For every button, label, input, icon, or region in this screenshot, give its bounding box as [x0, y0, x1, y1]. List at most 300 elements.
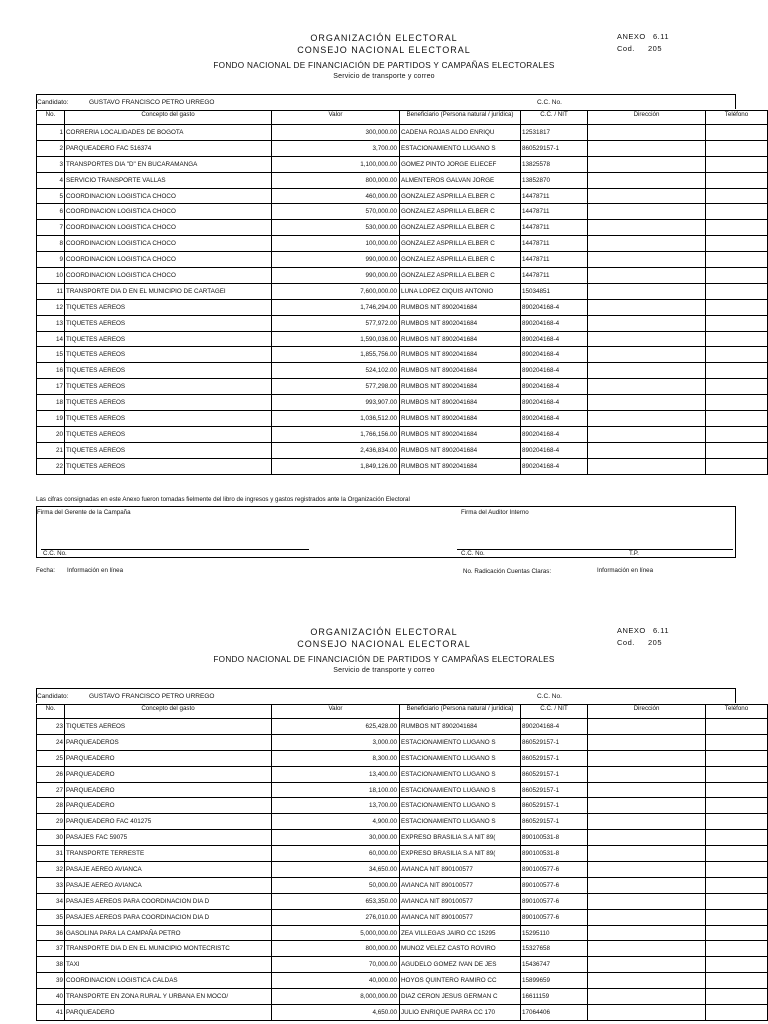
table-row — [37, 379, 768, 395]
fund-title: FONDO NACIONAL DE FINANCIACIÓN DE PARTIDOS Y CAMPAÑAS ELECTORALES — [213, 61, 555, 70]
row-direccion — [588, 125, 706, 141]
table-row — [37, 252, 768, 268]
row-nit: 890204168-4 — [521, 347, 588, 363]
row-concepto: PARQUEADERO — [65, 782, 272, 798]
row-nit: 14478711 — [521, 220, 588, 236]
row-valor: 1,849,126.00 — [272, 458, 400, 474]
row-direccion — [588, 909, 706, 925]
row-number: 34 — [37, 893, 65, 909]
row-concepto: TIQUETES AEREOS — [65, 363, 272, 379]
row-number: 24 — [37, 734, 65, 750]
col-beneficiario: Beneficiario (Persona natural / jurídica) — [400, 705, 521, 719]
row-number: 13 — [37, 315, 65, 331]
row-nit: 890204168-4 — [521, 395, 588, 411]
row-number: 16 — [37, 363, 65, 379]
row-beneficiario: EXPRESO BRASILIA S.A NIT 89( — [400, 846, 521, 862]
candidate-name: GUSTAVO FRANCISCO PETRO URREGO — [89, 99, 215, 106]
row-number: 39 — [37, 973, 65, 989]
fecha-value: Información en línea — [67, 567, 124, 574]
row-beneficiario: AVIANCA NIT 890100577 — [400, 877, 521, 893]
cc-left-label: C.C. No. — [43, 550, 67, 557]
row-telefono — [706, 957, 768, 973]
row-nit: 15436747 — [521, 957, 588, 973]
row-nit: 13825578 — [521, 156, 588, 172]
row-direccion — [588, 830, 706, 846]
row-number: 7 — [37, 220, 65, 236]
row-telefono — [706, 719, 768, 735]
row-beneficiario: GONZALEZ ASPRILLA ELBER C — [400, 236, 521, 252]
row-direccion — [588, 941, 706, 957]
row-direccion — [588, 426, 706, 442]
section-title: Servicio de transporte y correo — [333, 73, 435, 80]
row-valor: 13,400.00 — [272, 766, 400, 782]
row-number: 11 — [37, 283, 65, 299]
row-direccion — [588, 814, 706, 830]
row-nit: 890100577-6 — [521, 877, 588, 893]
row-telefono — [706, 172, 768, 188]
row-nit: 860529157-1 — [521, 798, 588, 814]
col-no: No. — [37, 705, 65, 719]
row-direccion — [588, 411, 706, 427]
row-telefono — [706, 315, 768, 331]
row-telefono — [706, 395, 768, 411]
row-valor: 993,907.00 — [272, 395, 400, 411]
row-direccion — [588, 188, 706, 204]
col-nit: C.C. / NIT — [521, 111, 588, 125]
candidate-label: Candidato: — [37, 99, 69, 106]
org-title: ORGANIZACIÓN ELECTORAL — [310, 627, 458, 637]
row-nit: 890204168-4 — [521, 299, 588, 315]
row-telefono — [706, 458, 768, 474]
row-nit: 890204168-4 — [521, 315, 588, 331]
row-beneficiario: RUMBOS NIT 8902041684 — [400, 315, 521, 331]
row-nit: 890204168-4 — [521, 331, 588, 347]
row-beneficiario: RUMBOS NIT 8902041684 — [400, 395, 521, 411]
row-beneficiario: ESTACIONAMIENTO LUGANO S — [400, 750, 521, 766]
row-beneficiario: ESTACIONAMIENTO LUGANO S — [400, 814, 521, 830]
row-nit: 12531817 — [521, 125, 588, 141]
candidate-cc-label: C.C. No. — [537, 693, 562, 700]
row-number: 8 — [37, 236, 65, 252]
table-row — [37, 719, 768, 735]
row-telefono — [706, 1005, 768, 1021]
row-beneficiario: RUMBOS NIT 8902041684 — [400, 379, 521, 395]
row-nit: 14478711 — [521, 252, 588, 268]
row-telefono — [706, 862, 768, 878]
row-direccion — [588, 268, 706, 284]
row-nit: 890100531-8 — [521, 846, 588, 862]
row-number: 12 — [37, 299, 65, 315]
row-valor: 1,590,036.00 — [272, 331, 400, 347]
row-concepto: CORRERIA LOCALIDADES DE BOGOTA — [65, 125, 272, 141]
candidate-row — [36, 688, 736, 703]
row-concepto: TRANSPORTE EN ZONA RURAL Y URBANA EN MOCO/ — [65, 989, 272, 1005]
row-valor: 1,100,000.00 — [272, 156, 400, 172]
row-concepto: PASAJES AEREOS PARA COORDINACION DIA D — [65, 909, 272, 925]
row-valor: 70,000.00 — [272, 957, 400, 973]
row-telefono — [706, 426, 768, 442]
fund-title: FONDO NACIONAL DE FINANCIACIÓN DE PARTIDOS Y CAMPAÑAS ELECTORALES — [213, 655, 555, 664]
row-nit: 15899659 — [521, 973, 588, 989]
candidate-label: Candidato: — [37, 693, 69, 700]
row-beneficiario: GONZALEZ ASPRILLA ELBER C — [400, 220, 521, 236]
row-valor: 4,900.00 — [272, 814, 400, 830]
row-number: 27 — [37, 782, 65, 798]
row-concepto: COORDINACION LOGISTICA CHOCO — [65, 188, 272, 204]
row-beneficiario: RUMBOS NIT 8902041684 — [400, 411, 521, 427]
row-telefono — [706, 252, 768, 268]
row-direccion — [588, 989, 706, 1005]
table-row — [37, 315, 768, 331]
col-valor: Valor — [272, 705, 400, 719]
row-valor: 100,000.00 — [272, 236, 400, 252]
tp-label: T.P. — [629, 550, 639, 557]
row-beneficiario: RUMBOS NIT 8902041684 — [400, 426, 521, 442]
row-valor: 13,700.00 — [272, 798, 400, 814]
row-beneficiario: GONZALEZ ASPRILLA ELBER C — [400, 188, 521, 204]
row-direccion — [588, 877, 706, 893]
row-telefono — [706, 893, 768, 909]
row-valor: 530,000.00 — [272, 220, 400, 236]
row-number: 38 — [37, 957, 65, 973]
row-beneficiario: CADENA ROJAS ALDO ENRIQU — [400, 125, 521, 141]
row-nit: 890204168-4 — [521, 379, 588, 395]
row-nit: 860529157-1 — [521, 734, 588, 750]
col-concepto: Concepto del gasto — [65, 111, 272, 125]
row-direccion — [588, 395, 706, 411]
row-valor: 60,000.00 — [272, 846, 400, 862]
table-row — [37, 766, 768, 782]
row-telefono — [706, 411, 768, 427]
row-valor: 1,766,156.00 — [272, 426, 400, 442]
row-nit: 860529157-1 — [521, 766, 588, 782]
row-nit: 860529157-1 — [521, 814, 588, 830]
row-number: 35 — [37, 909, 65, 925]
row-concepto: TRANSPORTE DIA D EN EL MUNICIPIO MONTECRISTC — [65, 941, 272, 957]
table-row — [37, 299, 768, 315]
row-valor: 30,000.00 — [272, 830, 400, 846]
row-beneficiario: RUMBOS NIT 8902041684 — [400, 299, 521, 315]
radicacion-label: No. Radicación Cuentas Claras: — [463, 568, 552, 575]
row-direccion — [588, 973, 706, 989]
row-beneficiario: MUNOZ VELEZ CASTO ROVIRO — [400, 941, 521, 957]
row-valor: 5,000,000.00 — [272, 925, 400, 941]
row-concepto: PARQUEADERO — [65, 750, 272, 766]
table-row — [37, 925, 768, 941]
row-telefono — [706, 363, 768, 379]
table-row — [37, 395, 768, 411]
row-telefono — [706, 846, 768, 862]
row-direccion — [588, 925, 706, 941]
row-beneficiario: RUMBOS NIT 8902041684 — [400, 719, 521, 735]
row-valor: 625,428.00 — [272, 719, 400, 735]
row-valor: 7,600,000.00 — [272, 283, 400, 299]
row-telefono — [706, 766, 768, 782]
row-telefono — [706, 442, 768, 458]
table-row — [37, 830, 768, 846]
row-nit: 890204168-4 — [521, 442, 588, 458]
row-telefono — [706, 909, 768, 925]
row-nit: 860529157-1 — [521, 782, 588, 798]
row-concepto: PASAJE AEREO AVIANCA — [65, 877, 272, 893]
row-nit: 890100577-6 — [521, 893, 588, 909]
signature-line-left — [41, 549, 309, 550]
row-beneficiario: AVIANCA NIT 890100577 — [400, 893, 521, 909]
row-beneficiario: GOMEZ PINTO JORGE ELIECEF — [400, 156, 521, 172]
table-row — [37, 363, 768, 379]
row-concepto: COORDINACION LOGISTICA CALDAS — [65, 973, 272, 989]
row-concepto: PARQUEADERO FAC 401275 — [65, 814, 272, 830]
radicacion-value: Información en línea — [597, 567, 654, 574]
table-row — [37, 941, 768, 957]
row-direccion — [588, 236, 706, 252]
col-direccion: Dirección — [588, 705, 706, 719]
table-row — [37, 204, 768, 220]
row-concepto: COORDINACION LOGISTICA CHOCO — [65, 252, 272, 268]
table-row — [37, 188, 768, 204]
cc-right-label: C.C. No. — [461, 550, 485, 557]
col-concepto: Concepto del gasto — [65, 705, 272, 719]
row-telefono — [706, 941, 768, 957]
row-telefono — [706, 188, 768, 204]
row-concepto: TIQUETES AEREOS — [65, 299, 272, 315]
col-valor: Valor — [272, 111, 400, 125]
row-nit: 890100531-8 — [521, 830, 588, 846]
row-direccion — [588, 331, 706, 347]
row-beneficiario: GONZALEZ ASPRILLA ELBER C — [400, 204, 521, 220]
table-row — [37, 458, 768, 474]
table-row — [37, 1005, 768, 1021]
row-nit: 13852870 — [521, 172, 588, 188]
row-nit: 890100577-6 — [521, 862, 588, 878]
row-valor: 300,000.00 — [272, 125, 400, 141]
row-concepto: TIQUETES AEREOS — [65, 719, 272, 735]
row-telefono — [706, 299, 768, 315]
row-valor: 2,436,834.00 — [272, 442, 400, 458]
row-concepto: TRANSPORTE DIA D EN EL MUNICIPIO DE CARTAGEI — [65, 283, 272, 299]
row-telefono — [706, 925, 768, 941]
row-beneficiario: GONZALEZ ASPRILLA ELBER C — [400, 268, 521, 284]
row-concepto: GASOLINA PARA LA CAMPAÑA PETRO — [65, 925, 272, 941]
table-row — [37, 347, 768, 363]
row-concepto: TIQUETES AEREOS — [65, 411, 272, 427]
table-row — [37, 125, 768, 141]
row-beneficiario: HOYOS QUINTERO RAMIRO CC — [400, 973, 521, 989]
row-valor: 653,350.00 — [272, 893, 400, 909]
row-number: 30 — [37, 830, 65, 846]
fecha-label: Fecha: — [36, 567, 55, 574]
row-direccion — [588, 379, 706, 395]
row-direccion — [588, 299, 706, 315]
row-valor: 34,650.00 — [272, 862, 400, 878]
row-telefono — [706, 989, 768, 1005]
row-number: 20 — [37, 426, 65, 442]
row-concepto: COORDINACION LOGISTICA CHOCO — [65, 220, 272, 236]
row-number: 40 — [37, 989, 65, 1005]
row-direccion — [588, 719, 706, 735]
row-beneficiario: JULIO ENRIQUE PARRA CC 170 — [400, 1005, 521, 1021]
row-number: 31 — [37, 846, 65, 862]
row-valor: 990,000.00 — [272, 268, 400, 284]
row-direccion — [588, 442, 706, 458]
row-direccion — [588, 315, 706, 331]
row-valor: 50,000.00 — [272, 877, 400, 893]
table-row — [37, 782, 768, 798]
row-nit: 14478711 — [521, 236, 588, 252]
table-row — [37, 973, 768, 989]
row-valor: 276,010.00 — [272, 909, 400, 925]
row-concepto: PASAJE AEREO AVIANCA — [65, 862, 272, 878]
row-valor: 577,298.00 — [272, 379, 400, 395]
row-direccion — [588, 204, 706, 220]
row-direccion — [588, 782, 706, 798]
candidate-cc-label: C.C. No. — [537, 99, 562, 106]
row-nit: 15327658 — [521, 941, 588, 957]
row-number: 2 — [37, 140, 65, 156]
row-number: 4 — [37, 172, 65, 188]
row-concepto: COORDINACION LOGISTICA CHOCO — [65, 268, 272, 284]
row-valor: 1,855,756.00 — [272, 347, 400, 363]
table-row — [37, 140, 768, 156]
table-row — [37, 909, 768, 925]
candidate-name: GUSTAVO FRANCISCO PETRO URREGO — [89, 693, 215, 700]
row-beneficiario: RUMBOS NIT 8902041684 — [400, 363, 521, 379]
row-number: 22 — [37, 458, 65, 474]
candidate-row — [36, 94, 736, 109]
row-beneficiario: RUMBOS NIT 8902041684 — [400, 331, 521, 347]
table-row — [37, 862, 768, 878]
row-beneficiario: ESTACIONAMIENTO LUGANO S — [400, 798, 521, 814]
row-number: 23 — [37, 719, 65, 735]
row-telefono — [706, 798, 768, 814]
row-number: 37 — [37, 941, 65, 957]
row-beneficiario: DIAZ CERON JESUS GERMAN C — [400, 989, 521, 1005]
row-number: 28 — [37, 798, 65, 814]
row-beneficiario: ESTACIONAMIENTO LUGANO S — [400, 734, 521, 750]
row-number: 14 — [37, 331, 65, 347]
council-title: CONSEJO NACIONAL ELECTORAL — [297, 45, 471, 55]
table-row — [37, 957, 768, 973]
expense-table-page-1 — [36, 110, 768, 475]
row-telefono — [706, 750, 768, 766]
row-direccion — [588, 750, 706, 766]
row-telefono — [706, 877, 768, 893]
footer-note: Las cifras consignadas en este Anexo fueron tomadas fielmente del libro de ingresos y gastos registrados ante la Organización Electoral — [36, 496, 410, 503]
row-valor: 460,000.00 — [272, 188, 400, 204]
row-beneficiario: ESTACIONAMIENTO LUGANO S — [400, 766, 521, 782]
row-number: 17 — [37, 379, 65, 395]
row-concepto: PARQUEADERO — [65, 766, 272, 782]
table-row — [37, 846, 768, 862]
council-title: CONSEJO NACIONAL ELECTORAL — [297, 639, 471, 649]
row-beneficiario: AVIANCA NIT 890100577 — [400, 909, 521, 925]
cod-label: Cod. 205 — [617, 638, 663, 647]
row-number: 10 — [37, 268, 65, 284]
row-concepto: TIQUETES AEREOS — [65, 395, 272, 411]
section-title: Servicio de transporte y correo — [333, 667, 435, 674]
row-beneficiario: GONZALEZ ASPRILLA ELBER C — [400, 252, 521, 268]
row-direccion — [588, 220, 706, 236]
table-row — [37, 331, 768, 347]
row-nit: 890100577-6 — [521, 909, 588, 925]
row-nit: 17064406 — [521, 1005, 588, 1021]
row-concepto: PASAJES FAC 59075 — [65, 830, 272, 846]
row-valor: 8,300.00 — [272, 750, 400, 766]
row-valor: 3,700.00 — [272, 140, 400, 156]
row-concepto: TIQUETES AEREOS — [65, 331, 272, 347]
row-number: 3 — [37, 156, 65, 172]
col-telefono: Teléfono — [706, 705, 768, 719]
row-beneficiario: ALMENTEROS GALVAN JORGE — [400, 172, 521, 188]
row-telefono — [706, 220, 768, 236]
row-beneficiario: AVIANCA NIT 890100577 — [400, 862, 521, 878]
row-concepto: SERVICIO TRANSPORTE VALLAS — [65, 172, 272, 188]
row-concepto: COORDINACION LOGISTICA CHOCO — [65, 236, 272, 252]
row-nit: 890204168-4 — [521, 411, 588, 427]
row-concepto: TIQUETES AEREOS — [65, 426, 272, 442]
row-nit: 890204168-4 — [521, 426, 588, 442]
row-telefono — [706, 830, 768, 846]
row-beneficiario: ESTACIONAMIENTO LUGANO S — [400, 140, 521, 156]
col-telefono: Teléfono — [706, 111, 768, 125]
row-telefono — [706, 125, 768, 141]
row-nit: 890204168-4 — [521, 458, 588, 474]
row-beneficiario: EXPRESO BRASILIA S.A NIT 89( — [400, 830, 521, 846]
row-number: 36 — [37, 925, 65, 941]
table-row — [37, 442, 768, 458]
row-telefono — [706, 973, 768, 989]
row-valor: 8,000,000.00 — [272, 989, 400, 1005]
row-concepto: PARQUEADEROS — [65, 734, 272, 750]
row-direccion — [588, 734, 706, 750]
table-row — [37, 220, 768, 236]
table-row — [37, 734, 768, 750]
row-nit: 860529157-1 — [521, 750, 588, 766]
org-title: ORGANIZACIÓN ELECTORAL — [310, 33, 458, 43]
row-nit: 14478711 — [521, 268, 588, 284]
row-number: 19 — [37, 411, 65, 427]
row-valor: 577,972.00 — [272, 315, 400, 331]
row-direccion — [588, 156, 706, 172]
row-number: 33 — [37, 877, 65, 893]
row-number: 32 — [37, 862, 65, 878]
row-beneficiario: AGUDELO GOMEZ IVAN DE JES — [400, 957, 521, 973]
row-valor: 3,000.00 — [272, 734, 400, 750]
row-beneficiario: LUNA LOPEZ CIQUIS ANTONIO — [400, 283, 521, 299]
firma-gerente-label: Firma del Gerente de la Campaña — [37, 509, 131, 516]
row-telefono — [706, 814, 768, 830]
row-direccion — [588, 172, 706, 188]
row-concepto: TIQUETES AEREOS — [65, 442, 272, 458]
row-number: 41 — [37, 1005, 65, 1021]
row-concepto: TRANSPORTES DIA "D" EN BUCARAMANGA — [65, 156, 272, 172]
row-direccion — [588, 252, 706, 268]
row-beneficiario: RUMBOS NIT 8902041684 — [400, 442, 521, 458]
row-concepto: PASAJES AEREOS PARA COORDINACION DIA D — [65, 893, 272, 909]
row-nit: 15295110 — [521, 925, 588, 941]
row-concepto: TIQUETES AEREOS — [65, 458, 272, 474]
row-telefono — [706, 347, 768, 363]
signature-line-right — [457, 549, 733, 550]
expense-table-page-2 — [36, 704, 768, 1021]
table-row — [37, 411, 768, 427]
table-row — [37, 426, 768, 442]
row-number: 6 — [37, 204, 65, 220]
row-concepto: PARQUEADERO FAC 516374 — [65, 140, 272, 156]
row-telefono — [706, 204, 768, 220]
row-number: 5 — [37, 188, 65, 204]
table-row — [37, 172, 768, 188]
